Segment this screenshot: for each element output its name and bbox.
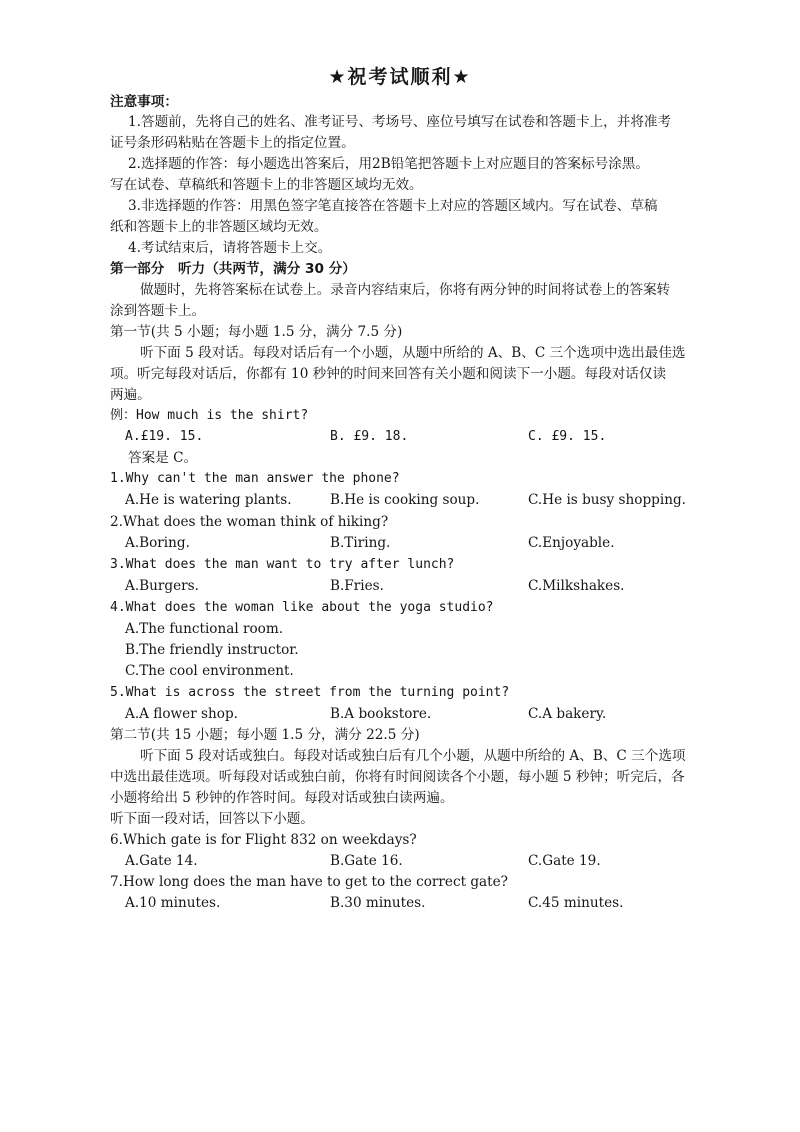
- question-6-option-a: A.Gate 14.: [125, 853, 198, 869]
- question-2-option-b: B.Tiring.: [330, 535, 391, 551]
- question-4-option-b: B.The friendly instructor.: [125, 642, 299, 658]
- section2-instruction-line-3: 小题将给出 5 秒钟的作答时间。每段对话或独白读两遍。: [110, 790, 454, 806]
- question-5-option-b: B.A bookstore.: [330, 706, 432, 722]
- question-3-option-a: A.Burgers.: [125, 578, 199, 594]
- question-7-option-b: B.30 minutes.: [330, 895, 426, 911]
- question-6-option-b: B.Gate 16.: [330, 853, 403, 869]
- question-5: 5.What is across the street from the turning point?: [110, 685, 510, 700]
- question-5-option-a: A.A flower shop.: [125, 706, 238, 722]
- question-4-option-c: C.The cool environment.: [125, 663, 294, 679]
- question-6: 6.Which gate is for Flight 832 on weekdays?: [110, 832, 417, 848]
- question-2: 2.What does the woman think of hiking?: [110, 514, 389, 530]
- notice-item-3-line-1: 3.非选择题的作答：用黑色签字笔直接答在答题卡上对应的答题区域内。写在试卷、草稿: [128, 198, 658, 214]
- example-option-b: B. £9. 18.: [330, 429, 409, 444]
- question-3: 3.What does the man want to try after lunch?: [110, 557, 455, 572]
- question-4: 4.What does the woman like about the yoga studio?: [110, 600, 494, 615]
- notice-item-3-line-2: 纸和答题卡上的非答题区域均无效。: [110, 219, 328, 235]
- part1-intro-line-2: 涂到答题卡上。: [110, 303, 206, 319]
- question-6-option-c: C.Gate 19.: [528, 853, 601, 869]
- notice-heading: 注意事项：: [110, 94, 178, 110]
- notice-item-4: 4.考试结束后，请将答题卡上交。: [128, 240, 332, 256]
- example-answer: 答案是 C。: [128, 450, 198, 466]
- question-5-option-c: C.A bakery.: [528, 706, 607, 722]
- page-title: ★祝考试顺利★: [328, 66, 472, 88]
- notice-item-2-line-2: 写在试卷、草稿纸和答题卡上的非答题区域均无效。: [110, 177, 423, 193]
- notice-item-1-line-1: 1.答题前，先将自己的姓名、准考证号、考场号、座位号填写在试卷和答题卡上，并将准考: [128, 114, 672, 130]
- notice-item-2-line-1: 2.选择题的作答：每小题选出答案后，用2B铅笔把答题卡上对应题目的答案标号涂黑。: [128, 156, 649, 172]
- part1-intro-line-1: 做题时，先将答案标在试卷上。录音内容结束后，你将有两分钟的时间将试卷上的答案转: [140, 282, 671, 298]
- section2-instruction-line-2: 中选出最佳选项。听每段对话或独白前，你将有时间阅读各个小题，每小题 5 秒钟；听完后，各: [110, 769, 685, 785]
- example-option-a: A.£19. 15.: [125, 429, 204, 444]
- question-7-option-c: C.45 minutes.: [528, 895, 624, 911]
- section1-instruction-line-2: 项。听完每段对话后，你都有 10 秒钟的时间来回答有关小题和阅读下一小题。每段对话仅读: [110, 366, 667, 382]
- section1-instruction-line-3: 两遍。: [110, 387, 151, 403]
- section2-sub-instruction: 听下面一段对话，回答以下小题。: [110, 811, 314, 827]
- example-question: 例：How much is the shirt?: [110, 408, 309, 423]
- example-option-c: C. £9. 15.: [528, 429, 607, 444]
- section1-heading: 第一节(共 5 小题；每小题 1.5 分，满分 7.5 分): [110, 324, 403, 340]
- notice-item-1-line-2: 证号条形码粘贴在答题卡上的指定位置。: [110, 135, 355, 151]
- question-2-option-c: C.Enjoyable.: [528, 535, 615, 551]
- question-1-option-c: C.He is busy shopping.: [528, 492, 686, 508]
- question-3-option-c: C.Milkshakes.: [528, 578, 625, 594]
- question-1-option-b: B.He is cooking soup.: [330, 492, 480, 508]
- section2-instruction-line-1: 听下面 5 段对话或独白。每段对话或独白后有几个小题，从题中所给的 A、B、C 三个选项: [140, 748, 686, 764]
- question-2-option-a: A.Boring.: [125, 535, 190, 551]
- question-7-option-a: A.10 minutes.: [125, 895, 221, 911]
- question-4-option-a: A.The functional room.: [125, 621, 284, 637]
- question-1: 1.Why can't the man answer the phone?: [110, 471, 400, 486]
- question-7: 7.How long does the man have to get to the correct gate?: [110, 874, 508, 890]
- question-1-option-a: A.He is watering plants.: [125, 492, 292, 508]
- section2-heading: 第二节(共 15 小题；每小题 1.5 分，满分 22.5 分): [110, 727, 420, 743]
- section1-instruction-line-1: 听下面 5 段对话。每段对话后有一个小题，从题中所给的 A、B、C 三个选项中选出最佳选: [140, 345, 686, 361]
- question-3-option-b: B.Fries.: [330, 578, 384, 594]
- part1-heading: 第一部分 听力（共两节，满分 30 分）: [110, 261, 356, 277]
